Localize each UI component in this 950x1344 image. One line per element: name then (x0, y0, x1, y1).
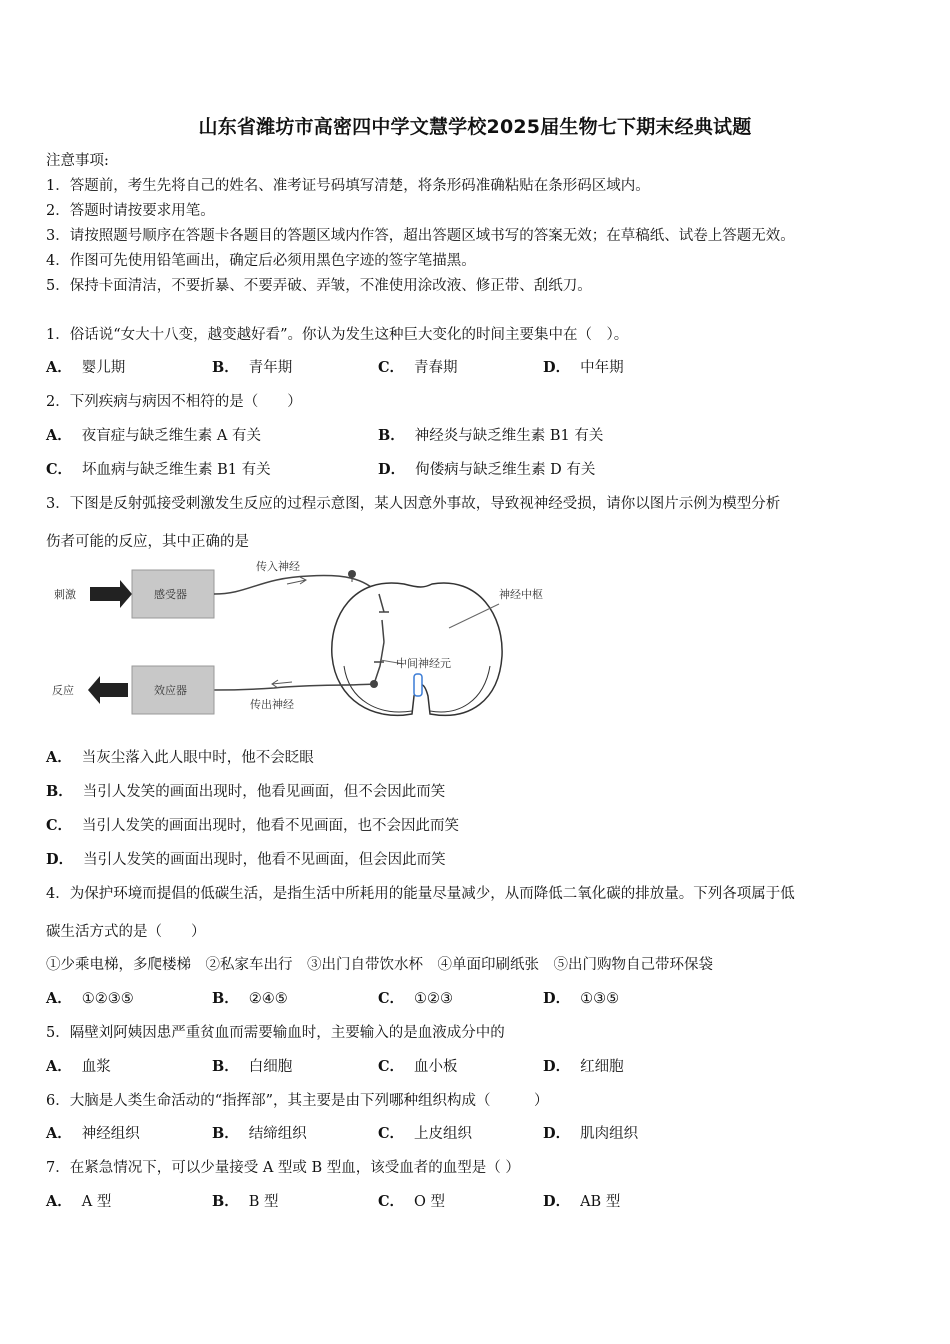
q7-stem: 7．在紧急情况下，可以少量接受 A 型或 B 型血，该受血者的血型是（ ） (46, 1160, 520, 1176)
q5-option-a[interactable]: A． 血浆 (46, 1058, 111, 1075)
q1-option-a[interactable]: A． 婴儿期 (46, 359, 126, 376)
response-arrow-icon (88, 676, 128, 704)
q1-option-b[interactable]: B． 青年期 (212, 359, 293, 376)
stimulus-label: 刺激 (54, 588, 76, 601)
q3-option-d[interactable]: D． 当引人发笑的画面出现时，他看不见画面，但会因此而笑 (46, 851, 446, 868)
note-item: 1．答题前，考生先将自己的姓名、准考证号码填写清楚，将条形码准确粘贴在条形码区域内。 (46, 178, 650, 194)
q5-stem: 5．隔壁刘阿姨因患严重贫血而需要输血时，主要输入的是血液成分中的 (46, 1025, 505, 1041)
afferent-label: 传入神经 (256, 560, 300, 573)
note-item: 3．请按照题号顺序在答题卡各题目的答题区域内作答，超出答题区域书写的答案无效；在草稿纸、试卷上答题无效。 (46, 228, 795, 244)
efferent-label: 传出神经 (250, 698, 294, 711)
reflex-arc-diagram (44, 556, 564, 736)
q1-stem: 1．俗话说“女大十八变，越变越好看”。你认为发生这种巨大变化的时间主要集中在（ ）。 (46, 327, 629, 343)
note-item: 2．答题时请按要求用笔。 (46, 203, 215, 219)
q4-stem-line2: 碳生活方式的是（ ） (46, 924, 206, 940)
receptor-label: 感受器 (154, 588, 187, 601)
q4-option-c[interactable]: C． ①②③ (378, 990, 454, 1007)
q2-option-c[interactable]: C． 坏血病与缺乏维生素 B1 有关 (46, 461, 271, 478)
q2-stem: 2．下列疾病与病因不相符的是（ ） (46, 394, 302, 410)
q2-option-b[interactable]: B． 神经炎与缺乏维生素 B1 有关 (378, 427, 604, 444)
q6-stem: 6．大脑是人类生命活动的“指挥部”，其主要是由下列哪种组织构成（ ） (46, 1093, 549, 1109)
q5-option-d[interactable]: D． 红细胞 (543, 1058, 624, 1075)
q6-option-a[interactable]: A． 神经组织 (46, 1125, 140, 1142)
q3-stem-line2: 伤者可能的反应，其中正确的是 (46, 534, 249, 550)
q4-items: ①少乘电梯，多爬楼梯 ②私家车出行 ③出门自带饮水杯 ④单面印刷纸张 ⑤出门购物自己带环保袋 (46, 957, 713, 973)
q3-option-a[interactable]: A． 当灰尘落入此人眼中时，他不会眨眼 (46, 749, 314, 766)
note-item: 5．保持卡面清洁，不要折暴、不要弄破、弄皱，不准使用涂改液、修正带、刮纸刀。 (46, 278, 592, 294)
q3-option-b[interactable]: B． 当引人发笑的画面出现时，他看见画面，但不会因此而笑 (46, 783, 446, 800)
q1-option-d[interactable]: D． 中年期 (543, 359, 624, 376)
q6-option-c[interactable]: C． 上皮组织 (378, 1125, 473, 1142)
interneuron-label: 中间神经元 (396, 657, 451, 670)
q2-option-a[interactable]: A． 夜盲症与缺乏维生素 A 有关 (46, 427, 261, 444)
page-title: 山东省潍坊市高密四中学文慧学校2025届生物七下期末经典试题 (198, 116, 752, 138)
q6-option-d[interactable]: D． 肌肉组织 (543, 1125, 639, 1142)
note-item: 4．作图可先使用铅笔画出，确定后必须用黑色字迹的签字笔描黑。 (46, 253, 476, 269)
q2-option-d[interactable]: D． 佝偻病与缺乏维生素 D 有关 (378, 461, 596, 478)
q6-option-b[interactable]: B． 结缔组织 (212, 1125, 307, 1142)
central-canal (414, 674, 422, 696)
q7-option-d[interactable]: D． AB 型 (543, 1193, 621, 1210)
response-label: 反应 (52, 684, 74, 697)
q7-option-a[interactable]: A． A 型 (46, 1193, 112, 1210)
q4-option-d[interactable]: D． ①③⑤ (543, 990, 620, 1007)
q4-stem-line1: 4．为保护环境而提倡的低碳生活，是指生活中所耗用的能量尽量减少，从而降低二氧化碳的排放量。下列各项属于低 (46, 886, 795, 902)
q3-stem-line1: 3．下图是反射弧接受刺激发生反应的过程示意图，某人因意外事故，导致视神经受损，请你以图片示例为模型分析 (46, 496, 781, 512)
q1-option-c[interactable]: C． 青春期 (378, 359, 458, 376)
q7-option-b[interactable]: B． B 型 (212, 1193, 279, 1210)
q5-option-c[interactable]: C． 血小板 (378, 1058, 458, 1075)
q7-option-c[interactable]: C． O 型 (378, 1193, 446, 1210)
q4-option-b[interactable]: B． ②④⑤ (212, 990, 288, 1007)
effector-label: 效应器 (154, 684, 187, 697)
q4-option-a[interactable]: A． ①②③⑤ (46, 990, 134, 1007)
q3-option-c[interactable]: C． 当引人发笑的画面出现时，他看不见画面，也不会因此而笑 (46, 817, 460, 834)
notes-heading: 注意事项: (46, 153, 109, 169)
center-label: 神经中枢 (499, 588, 543, 601)
afferent-nerve (214, 576, 379, 594)
q5-option-b[interactable]: B． 白细胞 (212, 1058, 293, 1075)
stimulus-arrow-icon (90, 580, 132, 608)
